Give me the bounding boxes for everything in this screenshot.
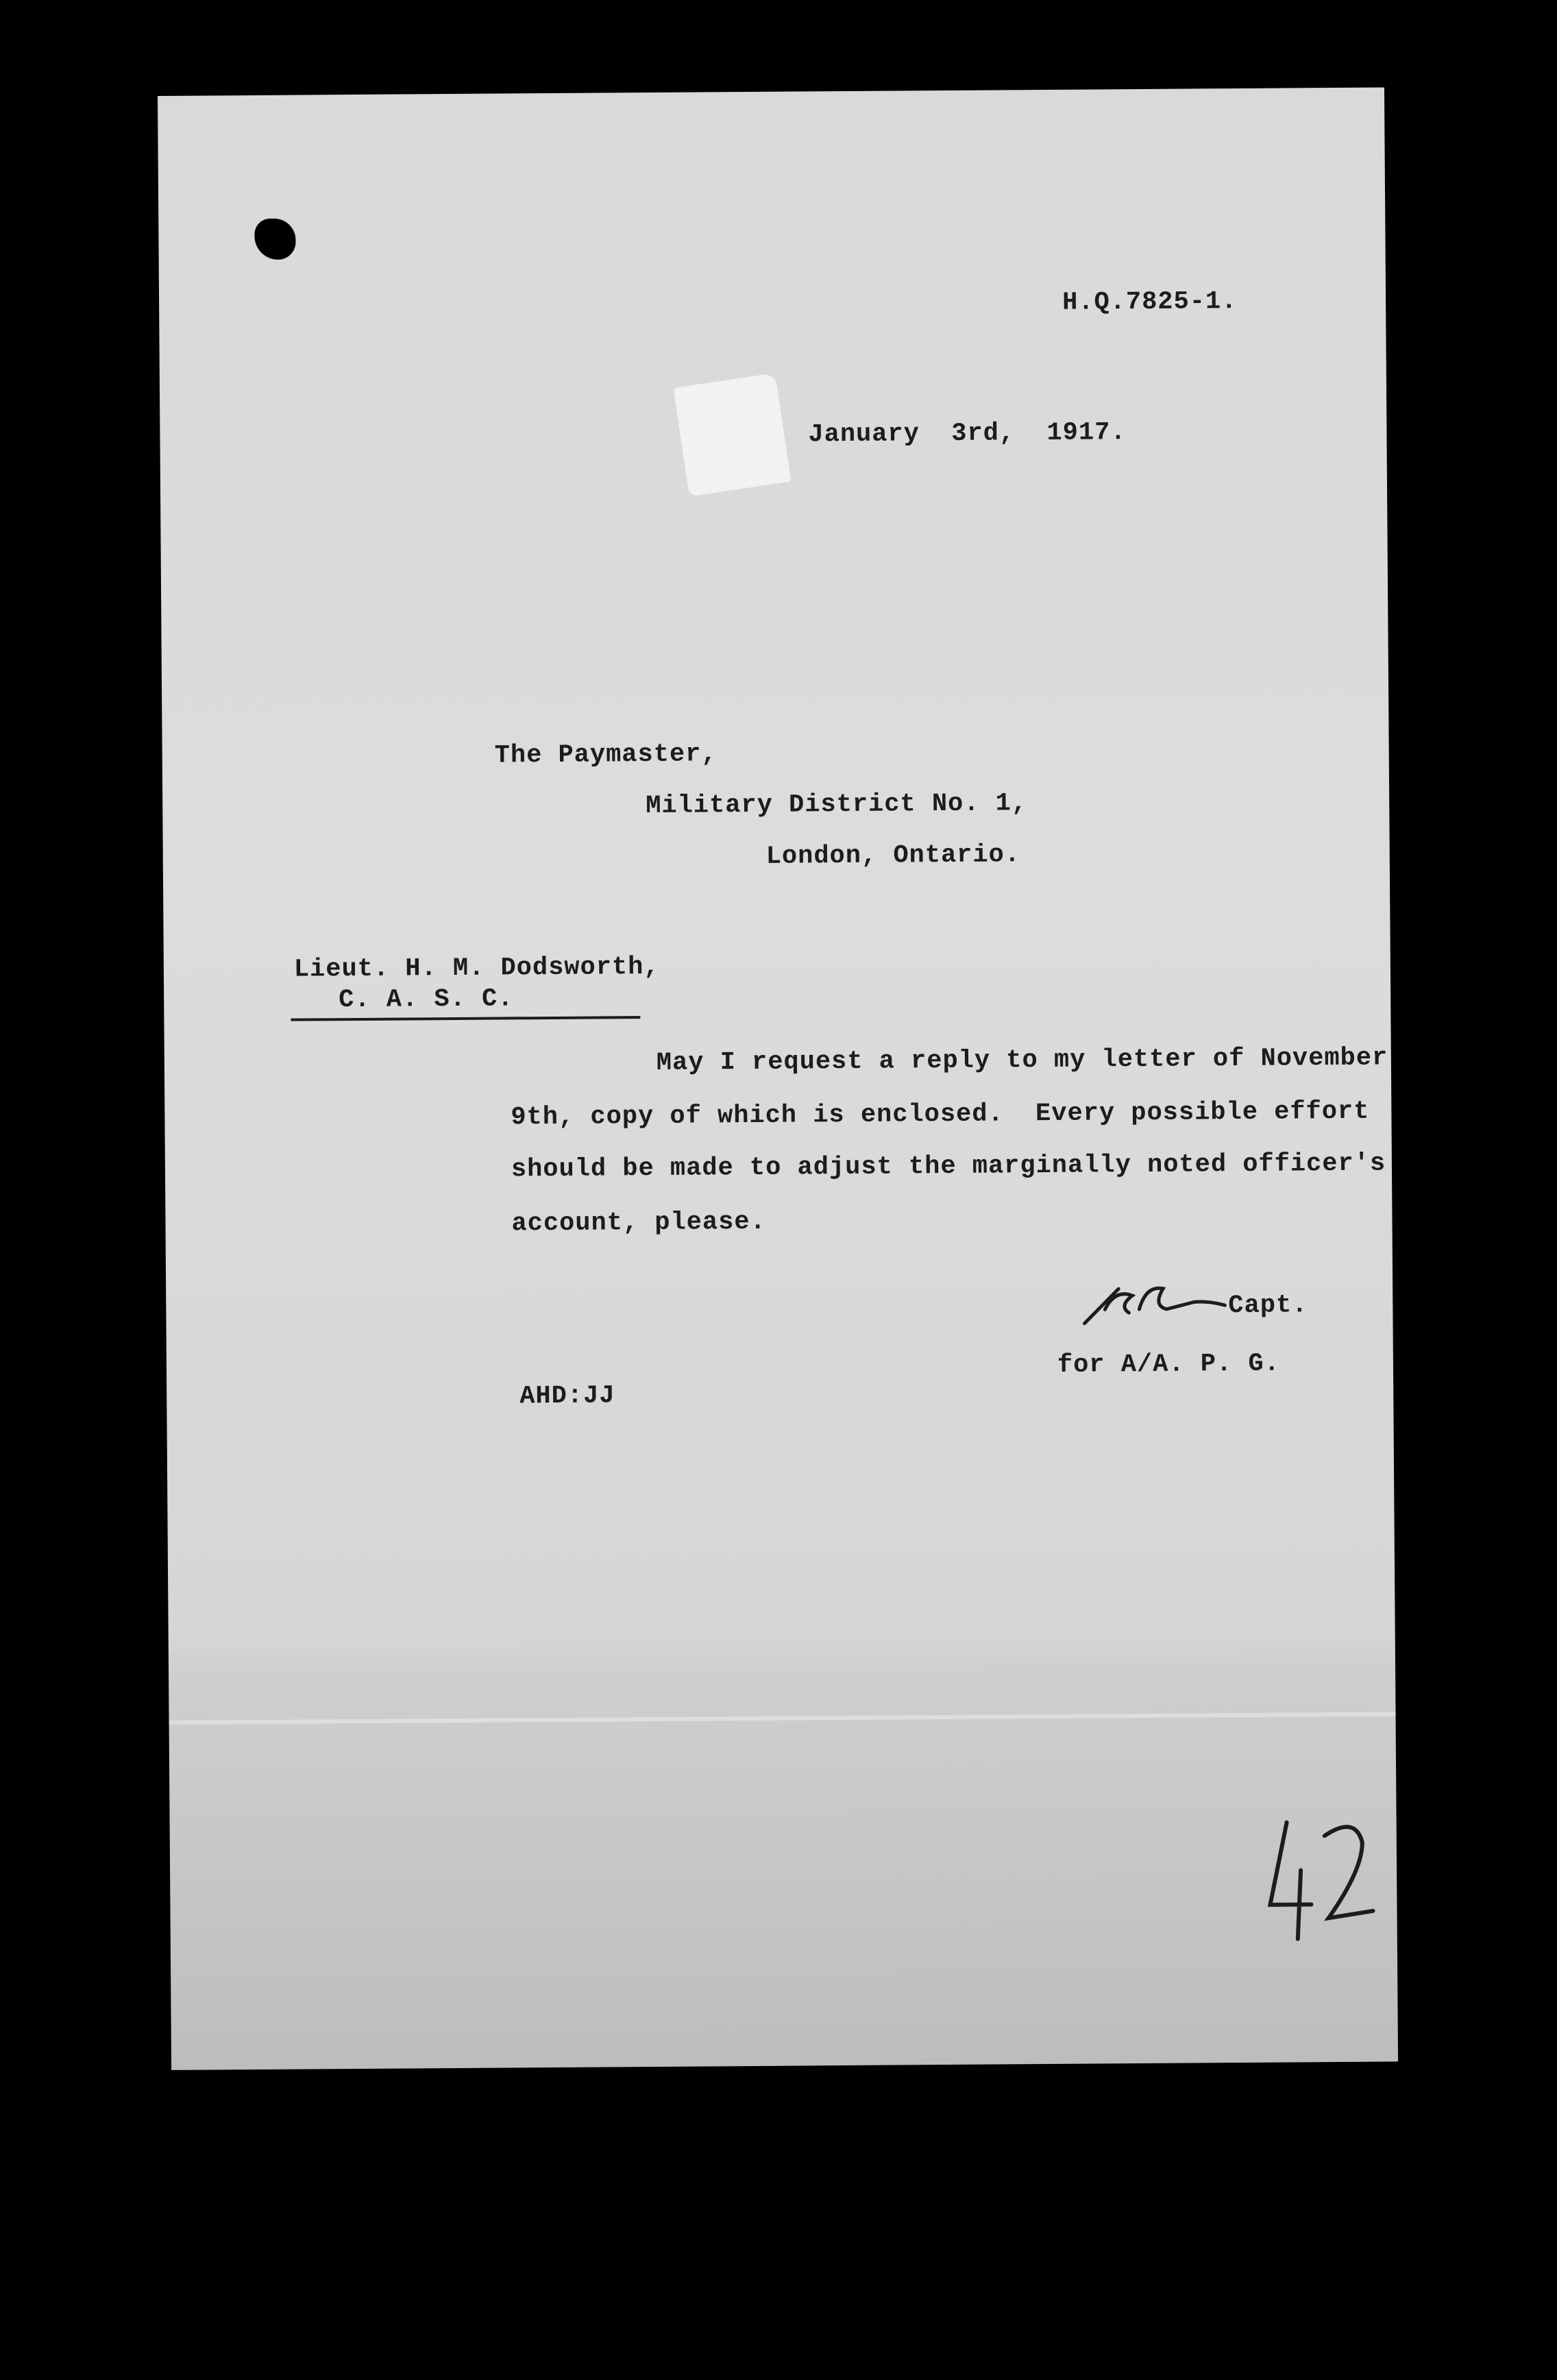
subject-underline [291,1016,640,1021]
body-line-2: 9th, copy of which is enclosed. Every possible effort [511,1097,1370,1132]
body-line-3: should be made to adjust the marginally noted officer's [511,1149,1386,1185]
subject-line-2: C. A. S. C. [339,984,514,1015]
letter-page [158,88,1398,2070]
body-line-4: account, please. [511,1207,766,1239]
file-reference: H.Q.7825-1. [1062,287,1238,317]
subject-line-1: Lieut. H. M. Dodsworth, [293,952,660,984]
addressee-line-2: Military District No. 1, [646,789,1028,821]
signature-rank: Capt. [1228,1291,1308,1321]
letter-date: January 3rd, 1917. [808,418,1127,450]
paper-patch [674,373,792,496]
addressee-line-1: The Paymaster, [494,740,718,770]
handwritten-signature [1077,1267,1236,1331]
handwritten-page-number [1259,1808,1383,1946]
body-line-1: May I request a reply to my letter of November [656,1043,1388,1078]
typist-initials: AHD:JJ [519,1381,615,1411]
signature-for-line: for A/A. P. G. [1057,1349,1280,1380]
addressee-line-3: London, Ontario. [765,840,1021,871]
punch-hole [254,219,295,260]
